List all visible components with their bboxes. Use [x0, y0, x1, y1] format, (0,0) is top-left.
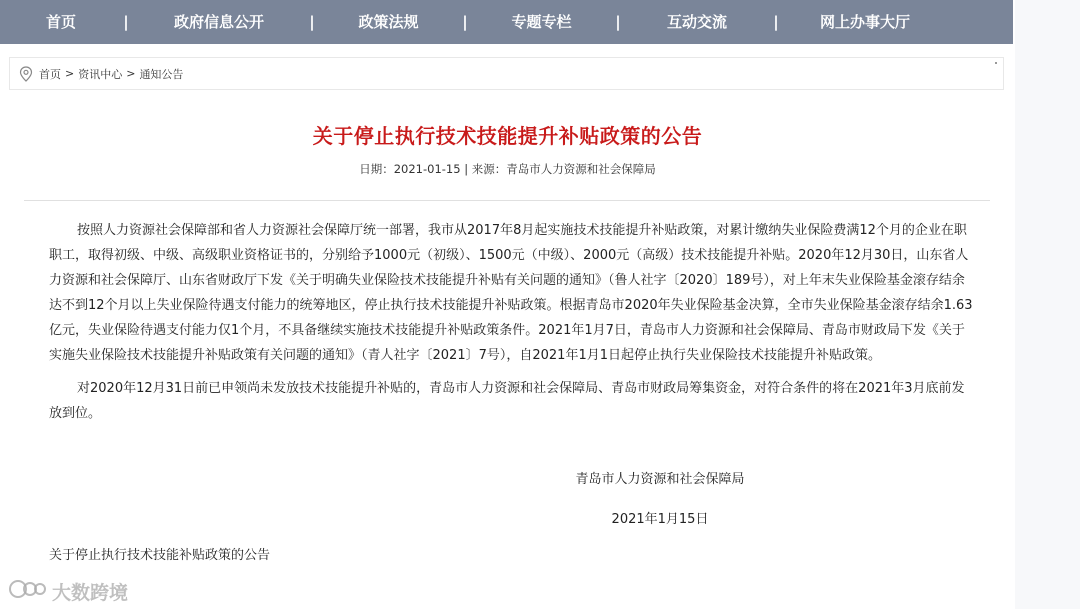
- watermark-text: 大数跨境: [52, 582, 129, 604]
- logo-icon: [8, 577, 52, 606]
- signature-date: 2021年1月15日: [611, 512, 709, 527]
- breadcrumb-separator: >: [65, 67, 75, 80]
- nav-item-topics[interactable]: 专题专栏: [511, 13, 572, 31]
- breadcrumb-separator: >: [126, 67, 136, 80]
- nav-item-gov-info[interactable]: 政府信息公开: [173, 13, 264, 31]
- nav-item-online-services[interactable]: 网上办事大厅: [819, 13, 910, 31]
- article-paragraph: 按照人力资源社会保障部和省人力资源社会保障厅统一部署，我市从2017年8月起实施技术技能提升补贴政策，对累计缴纳失业保险费满12个月的企业在职职工，取得初级、中级、高级职业资格证书的，分别给予1000元（初级）、1500元（中级）、2000元（高级）技术技能提升补贴。2020年12月30日，山东省人力资源和社会保障厅、山东省财政厅下发《关于明确失业保险技术技能提升补贴有关问题的通知》（鲁人社字〔2020〕189号），对上年末失业保险基金滚存结余达不到12个月以上失业保险待遇支付能力的统筹地区，停止执行技术技能提升补贴政策。根据青岛市2020年失业保险基金决算，全市失业保险基金滚存结余1.63亿元，失业保险待遇支付能力仅1个月，不具备继续实施技术技能提升补贴政策条件。2021年1月7日，青岛市人力资源和社会保障局、青岛市财政局下发《关于实施失业保险技术技能提升补贴政策有关问题的通知》（青人社字〔2021〕7号），自2021年1月1日起停止执行失业保险技术技能提升补贴政策。: [49, 223, 973, 363]
- article-body: [49, 218, 975, 426]
- breadcrumb: [9, 57, 1004, 90]
- attachment-link[interactable]: 关于停止执行技术技能补贴政策的公告: [49, 548, 271, 563]
- corner-mark: [995, 62, 997, 64]
- signature-organization: 青岛市人力资源和社会保障局: [575, 472, 745, 487]
- breadcrumb-current[interactable]: 通知公告: [139, 67, 184, 81]
- nav-separator: |: [123, 13, 129, 31]
- title-divider: [24, 200, 990, 201]
- nav-separator: |: [615, 13, 621, 31]
- article-title: 关于停止执行技术技能提升补贴政策的公告: [312, 124, 703, 148]
- top-navigation: [0, 0, 1013, 44]
- nav-separator: |: [309, 13, 315, 31]
- nav-item-policy[interactable]: 政策法规: [358, 13, 419, 31]
- nav-separator: |: [773, 13, 779, 31]
- nav-item-home[interactable]: 首页: [45, 13, 76, 31]
- article-paragraph: 对2020年12月31日前已申领尚未发放技术技能提升补贴的，青岛市人力资源和社会保障局、青岛市财政局筹集资金，对符合条件的将在2021年3月底前发放到位。: [49, 381, 965, 421]
- article-meta: 日期：2021-01-15 | 来源：青岛市人力资源和社会保障局: [359, 162, 656, 176]
- breadcrumb-home[interactable]: 首页: [39, 67, 61, 81]
- breadcrumb-section[interactable]: 资讯中心: [78, 67, 123, 81]
- nav-item-interaction[interactable]: 互动交流: [666, 13, 727, 31]
- side-gutter: [1015, 0, 1080, 609]
- watermark: [8, 577, 128, 606]
- nav-separator: |: [462, 13, 468, 31]
- location-pin-icon: [19, 66, 33, 82]
